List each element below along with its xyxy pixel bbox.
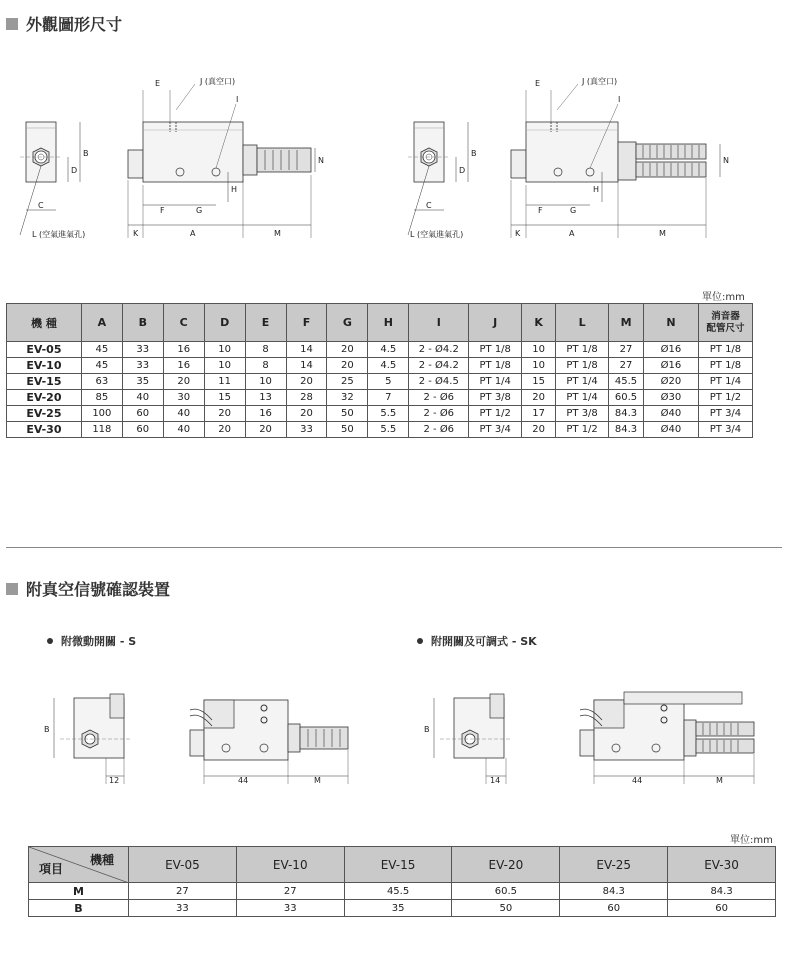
- table-cell: 20: [204, 422, 245, 438]
- table-cell: 85: [81, 390, 122, 406]
- col-header: C: [163, 304, 204, 342]
- col-header: H: [368, 304, 409, 342]
- label-J: J (真空口): [582, 77, 618, 86]
- model-header: EV-10: [236, 847, 344, 883]
- section-marker: [6, 583, 18, 595]
- table-cell: PT 1/4: [556, 374, 609, 390]
- model-cell: EV-30: [7, 422, 82, 438]
- table-cell: 4.5: [368, 342, 409, 358]
- table-cell: 20: [522, 422, 556, 438]
- label-M: M: [659, 229, 666, 238]
- label-D: D: [71, 166, 78, 175]
- label-N: N: [723, 156, 729, 165]
- corner-header: 機種 項目: [29, 847, 129, 883]
- label-14: 14: [490, 776, 501, 785]
- table-cell: PT 1/4: [698, 374, 752, 390]
- table-cell: 16: [163, 342, 204, 358]
- label-E: E: [155, 79, 161, 88]
- table-cell: 17: [522, 406, 556, 422]
- table-cell: 16: [163, 358, 204, 374]
- table-cell: 7: [368, 390, 409, 406]
- table-cell: 100: [81, 406, 122, 422]
- table-cell: 4.5: [368, 358, 409, 374]
- item-cell: M: [29, 883, 129, 900]
- table-cell: PT 3/4: [698, 406, 752, 422]
- label-G: G: [570, 206, 577, 215]
- col-header: M: [609, 304, 644, 342]
- table-cell: 33: [236, 900, 344, 917]
- col-header: G: [327, 304, 368, 342]
- table-cell: 11: [204, 374, 245, 390]
- label-H: H: [593, 185, 600, 194]
- label-M: M: [314, 776, 321, 785]
- table-cell: 14: [286, 342, 327, 358]
- table-cell: 2 - Ø4.2: [409, 358, 469, 374]
- table-cell: PT 3/8: [556, 406, 609, 422]
- table-cell: 84.3: [560, 883, 668, 900]
- table-cell: 118: [81, 422, 122, 438]
- table-cell: 10: [245, 374, 286, 390]
- table-cell: 33: [286, 422, 327, 438]
- col-header: K: [522, 304, 556, 342]
- table-row: [7, 358, 753, 374]
- table-cell: 10: [204, 358, 245, 374]
- label-C: C: [38, 201, 44, 210]
- label-K: K: [515, 229, 521, 238]
- label-A: A: [569, 229, 575, 238]
- label-I: I: [236, 95, 239, 104]
- table-cell: 2 - Ø4.2: [409, 342, 469, 358]
- table-cell: 27: [609, 358, 644, 374]
- table-cell: 45.5: [344, 883, 452, 900]
- col-header: J: [469, 304, 522, 342]
- model-header: EV-15: [344, 847, 452, 883]
- table-cell: PT 3/4: [698, 422, 752, 438]
- table-cell: 20: [327, 342, 368, 358]
- col-header: E: [245, 304, 286, 342]
- label-B: B: [44, 725, 50, 734]
- table-cell: 10: [522, 358, 556, 374]
- table-cell: 35: [344, 900, 452, 917]
- table-cell: 10: [522, 342, 556, 358]
- table-cell: PT 1/8: [556, 358, 609, 374]
- table-cell: PT 1/8: [698, 358, 752, 374]
- table-cell: PT 1/8: [469, 342, 522, 358]
- table-cell: 20: [163, 374, 204, 390]
- table-cell: 45: [81, 358, 122, 374]
- model-header: EV-05: [129, 847, 237, 883]
- table-cell: 30: [163, 390, 204, 406]
- table-cell: 8: [245, 342, 286, 358]
- label-44: 44: [238, 776, 249, 785]
- col-header: A: [81, 304, 122, 342]
- model-header: EV-25: [560, 847, 668, 883]
- model-cell: EV-15: [7, 374, 82, 390]
- col-header: F: [286, 304, 327, 342]
- model-header: 機 種: [7, 304, 82, 342]
- table-cell: Ø16: [644, 358, 699, 374]
- label-G: G: [196, 206, 203, 215]
- label-I: I: [618, 95, 621, 104]
- model-cell: EV-25: [7, 406, 82, 422]
- table-cell: 20: [327, 358, 368, 374]
- label-C: C: [426, 201, 432, 210]
- table-cell: 45: [81, 342, 122, 358]
- label-F: F: [538, 206, 543, 215]
- table-cell: 84.3: [609, 406, 644, 422]
- table-cell: 33: [122, 342, 163, 358]
- table-cell: 27: [129, 883, 237, 900]
- table-cell: 2 - Ø6: [409, 422, 469, 438]
- table-cell: 84.3: [609, 422, 644, 438]
- table-row: [7, 374, 753, 390]
- table-cell: 20: [286, 374, 327, 390]
- table-cell: 20: [204, 406, 245, 422]
- table-cell: 13: [245, 390, 286, 406]
- col-header: L: [556, 304, 609, 342]
- option-s-label: 附微動開關 - S: [47, 633, 136, 649]
- label-F: F: [160, 206, 165, 215]
- table-cell: 35: [122, 374, 163, 390]
- table-cell: 60: [560, 900, 668, 917]
- table-cell: PT 1/2: [469, 406, 522, 422]
- option-table: [28, 846, 776, 917]
- label-J: J (真空口): [200, 77, 236, 86]
- table-row: [7, 406, 753, 422]
- label-E: E: [535, 79, 541, 88]
- table-cell: 45.5: [609, 374, 644, 390]
- table-cell: 40: [163, 422, 204, 438]
- section-marker: [6, 18, 18, 30]
- table-cell: 8: [245, 358, 286, 374]
- label-44: 44: [632, 776, 643, 785]
- table-cell: 40: [163, 406, 204, 422]
- option-sk-drawing: [420, 680, 780, 790]
- table-cell: 15: [204, 390, 245, 406]
- label-L: L (空氣進氣孔): [32, 230, 86, 239]
- dimension-drawing-large: [398, 70, 758, 245]
- table-row: [29, 900, 776, 917]
- col-header: N: [644, 304, 699, 342]
- table-cell: 27: [609, 342, 644, 358]
- table-cell: PT 1/4: [556, 390, 609, 406]
- table-cell: 15: [522, 374, 556, 390]
- table-cell: 60.5: [452, 883, 560, 900]
- table-cell: 16: [245, 406, 286, 422]
- table-cell: 60: [668, 900, 776, 917]
- label-H: H: [231, 185, 238, 194]
- label-M: M: [274, 229, 281, 238]
- option-s-drawing: [40, 680, 380, 790]
- label-B: B: [471, 149, 477, 158]
- table-cell: 20: [522, 390, 556, 406]
- model-header: EV-20: [452, 847, 560, 883]
- model-header: EV-30: [668, 847, 776, 883]
- table-cell: 50: [452, 900, 560, 917]
- table-cell: 2 - Ø6: [409, 406, 469, 422]
- table-cell: 2 - Ø6: [409, 390, 469, 406]
- option-sk-label: 附開關及可調式 - SK: [417, 633, 537, 649]
- label-L: L (空氣進氣孔): [410, 230, 464, 239]
- table-cell: Ø16: [644, 342, 699, 358]
- table-cell: 63: [81, 374, 122, 390]
- table-cell: Ø30: [644, 390, 699, 406]
- table-cell: 40: [122, 390, 163, 406]
- option-header-row: [29, 847, 776, 883]
- table-cell: PT 3/8: [469, 390, 522, 406]
- table-cell: 60.5: [609, 390, 644, 406]
- spec-table: [6, 303, 753, 438]
- label-B: B: [424, 725, 430, 734]
- col-header: D: [204, 304, 245, 342]
- table-cell: Ø40: [644, 422, 699, 438]
- model-cell: EV-20: [7, 390, 82, 406]
- unit-label: 單位:mm: [730, 835, 773, 846]
- table-cell: 32: [327, 390, 368, 406]
- table-cell: PT 3/4: [469, 422, 522, 438]
- dimension-drawing-standard: [10, 70, 350, 245]
- table-cell: 10: [204, 342, 245, 358]
- item-cell: B: [29, 900, 129, 917]
- bullet-icon: [47, 638, 53, 644]
- label-12: 12: [109, 776, 120, 785]
- table-cell: 27: [236, 883, 344, 900]
- table-cell: PT 1/2: [556, 422, 609, 438]
- label-B: B: [83, 149, 89, 158]
- table-cell: 20: [286, 406, 327, 422]
- table-cell: PT 1/8: [698, 342, 752, 358]
- table-cell: 5.5: [368, 422, 409, 438]
- table-cell: PT 1/2: [698, 390, 752, 406]
- label-N: N: [318, 156, 324, 165]
- label-K: K: [133, 229, 139, 238]
- muffler-size-header: 消音器 配管尺寸: [698, 304, 752, 342]
- label-A: A: [190, 229, 196, 238]
- col-header: B: [122, 304, 163, 342]
- confirm-section-title: 附真空信號確認裝置: [6, 577, 170, 600]
- col-header: I: [409, 304, 469, 342]
- table-cell: PT 1/8: [556, 342, 609, 358]
- spec-header-row: [7, 304, 753, 342]
- table-row: [7, 342, 753, 358]
- table-cell: 25: [327, 374, 368, 390]
- table-cell: Ø20: [644, 374, 699, 390]
- table-cell: 33: [129, 900, 237, 917]
- table-cell: 5: [368, 374, 409, 390]
- table-row: [7, 422, 753, 438]
- table-cell: 2 - Ø4.5: [409, 374, 469, 390]
- table-cell: 28: [286, 390, 327, 406]
- model-cell: EV-10: [7, 358, 82, 374]
- table-cell: 60: [122, 422, 163, 438]
- table-cell: 50: [327, 406, 368, 422]
- table-cell: 84.3: [668, 883, 776, 900]
- label-M: M: [716, 776, 723, 785]
- table-cell: PT 1/4: [469, 374, 522, 390]
- table-cell: 60: [122, 406, 163, 422]
- table-cell: 5.5: [368, 406, 409, 422]
- table-row: [7, 390, 753, 406]
- table-cell: 50: [327, 422, 368, 438]
- bullet-icon: [417, 638, 423, 644]
- unit-label: 單位:mm: [702, 292, 745, 303]
- model-cell: EV-05: [7, 342, 82, 358]
- section-divider: [6, 547, 782, 548]
- table-cell: Ø40: [644, 406, 699, 422]
- dimensions-section-title: 外觀圖形尺寸: [6, 12, 122, 35]
- table-cell: 20: [245, 422, 286, 438]
- table-cell: PT 1/8: [469, 358, 522, 374]
- table-cell: 33: [122, 358, 163, 374]
- table-row: [29, 883, 776, 900]
- table-cell: 14: [286, 358, 327, 374]
- label-D: D: [459, 166, 466, 175]
